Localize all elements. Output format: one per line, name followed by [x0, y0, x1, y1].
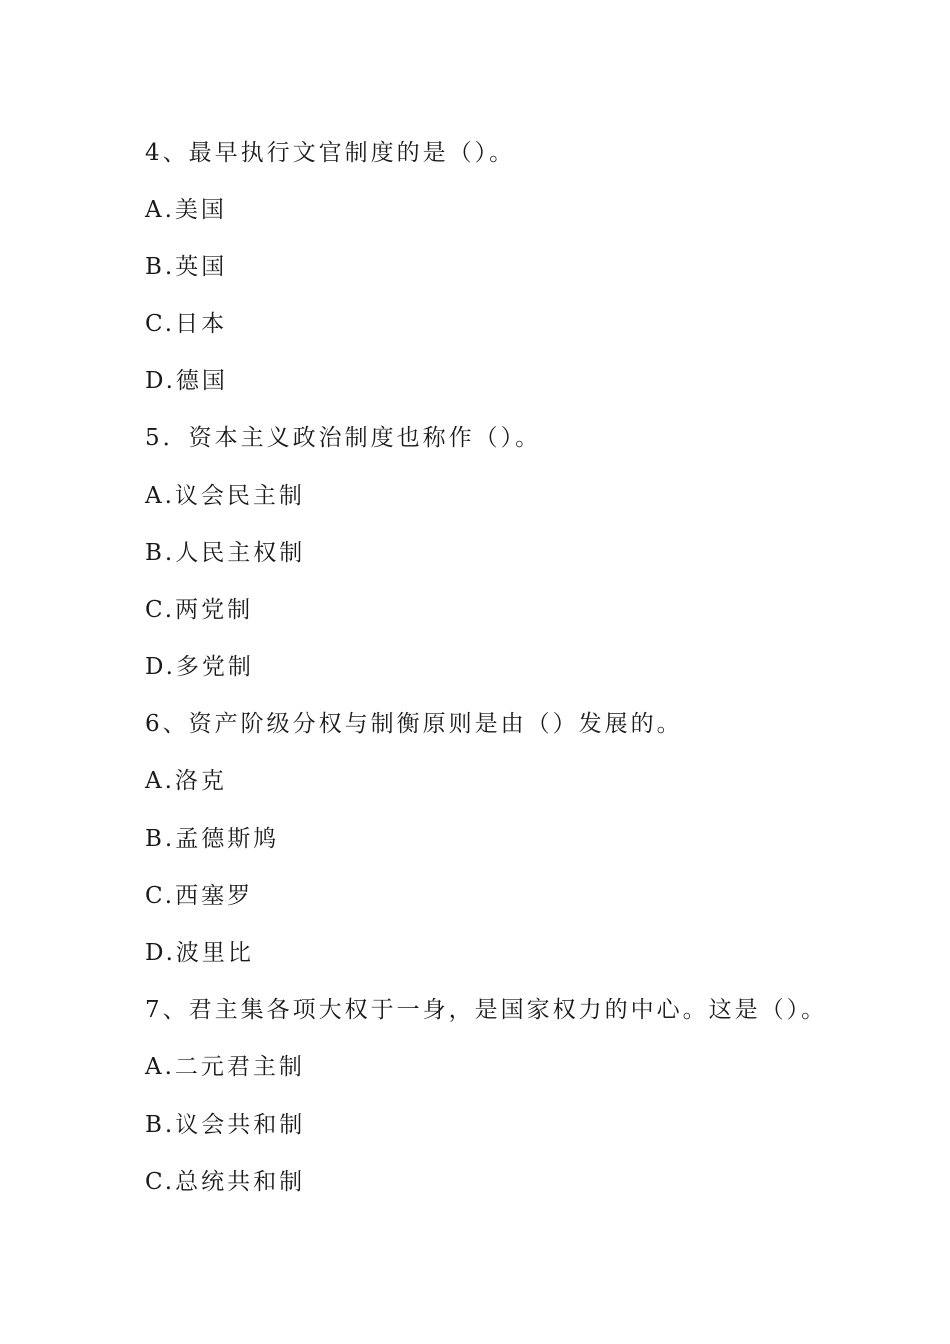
question-6-option-b: B.孟德斯鸠 — [145, 826, 280, 852]
question-4-option-d: D.德国 — [145, 368, 228, 394]
question-5-stem: 5．资本主义政治制度也称作（）。 — [145, 425, 542, 451]
question-5-option-d: D.多党制 — [145, 654, 254, 680]
question-5-option-b: B.人民主权制 — [145, 540, 306, 566]
question-7-option-c: C.总统共和制 — [145, 1169, 306, 1195]
question-6-option-d: D.波里比 — [145, 940, 254, 966]
question-5-option-a: A.议会民主制 — [145, 483, 305, 509]
question-4-option-a: A.美国 — [145, 197, 227, 223]
question-7-option-a: A.二元君主制 — [145, 1054, 305, 1080]
question-7-option-b: B.议会共和制 — [145, 1112, 306, 1138]
question-6-option-a: A.洛克 — [145, 768, 227, 794]
question-4-option-c: C.日本 — [145, 311, 228, 337]
question-4-option-b: B.英国 — [145, 254, 228, 280]
question-6-stem: 6、资产阶级分权与制衡原则是由（）发展的。 — [145, 711, 683, 737]
question-6-option-c: C.西塞罗 — [145, 883, 254, 909]
question-7-stem: 7、君主集各项大权于一身，是国家权力的中心。这是（）。 — [145, 997, 828, 1023]
question-4-stem: 4、最早执行文官制度的是（）。 — [145, 140, 516, 166]
question-5-option-c: C.两党制 — [145, 597, 254, 623]
